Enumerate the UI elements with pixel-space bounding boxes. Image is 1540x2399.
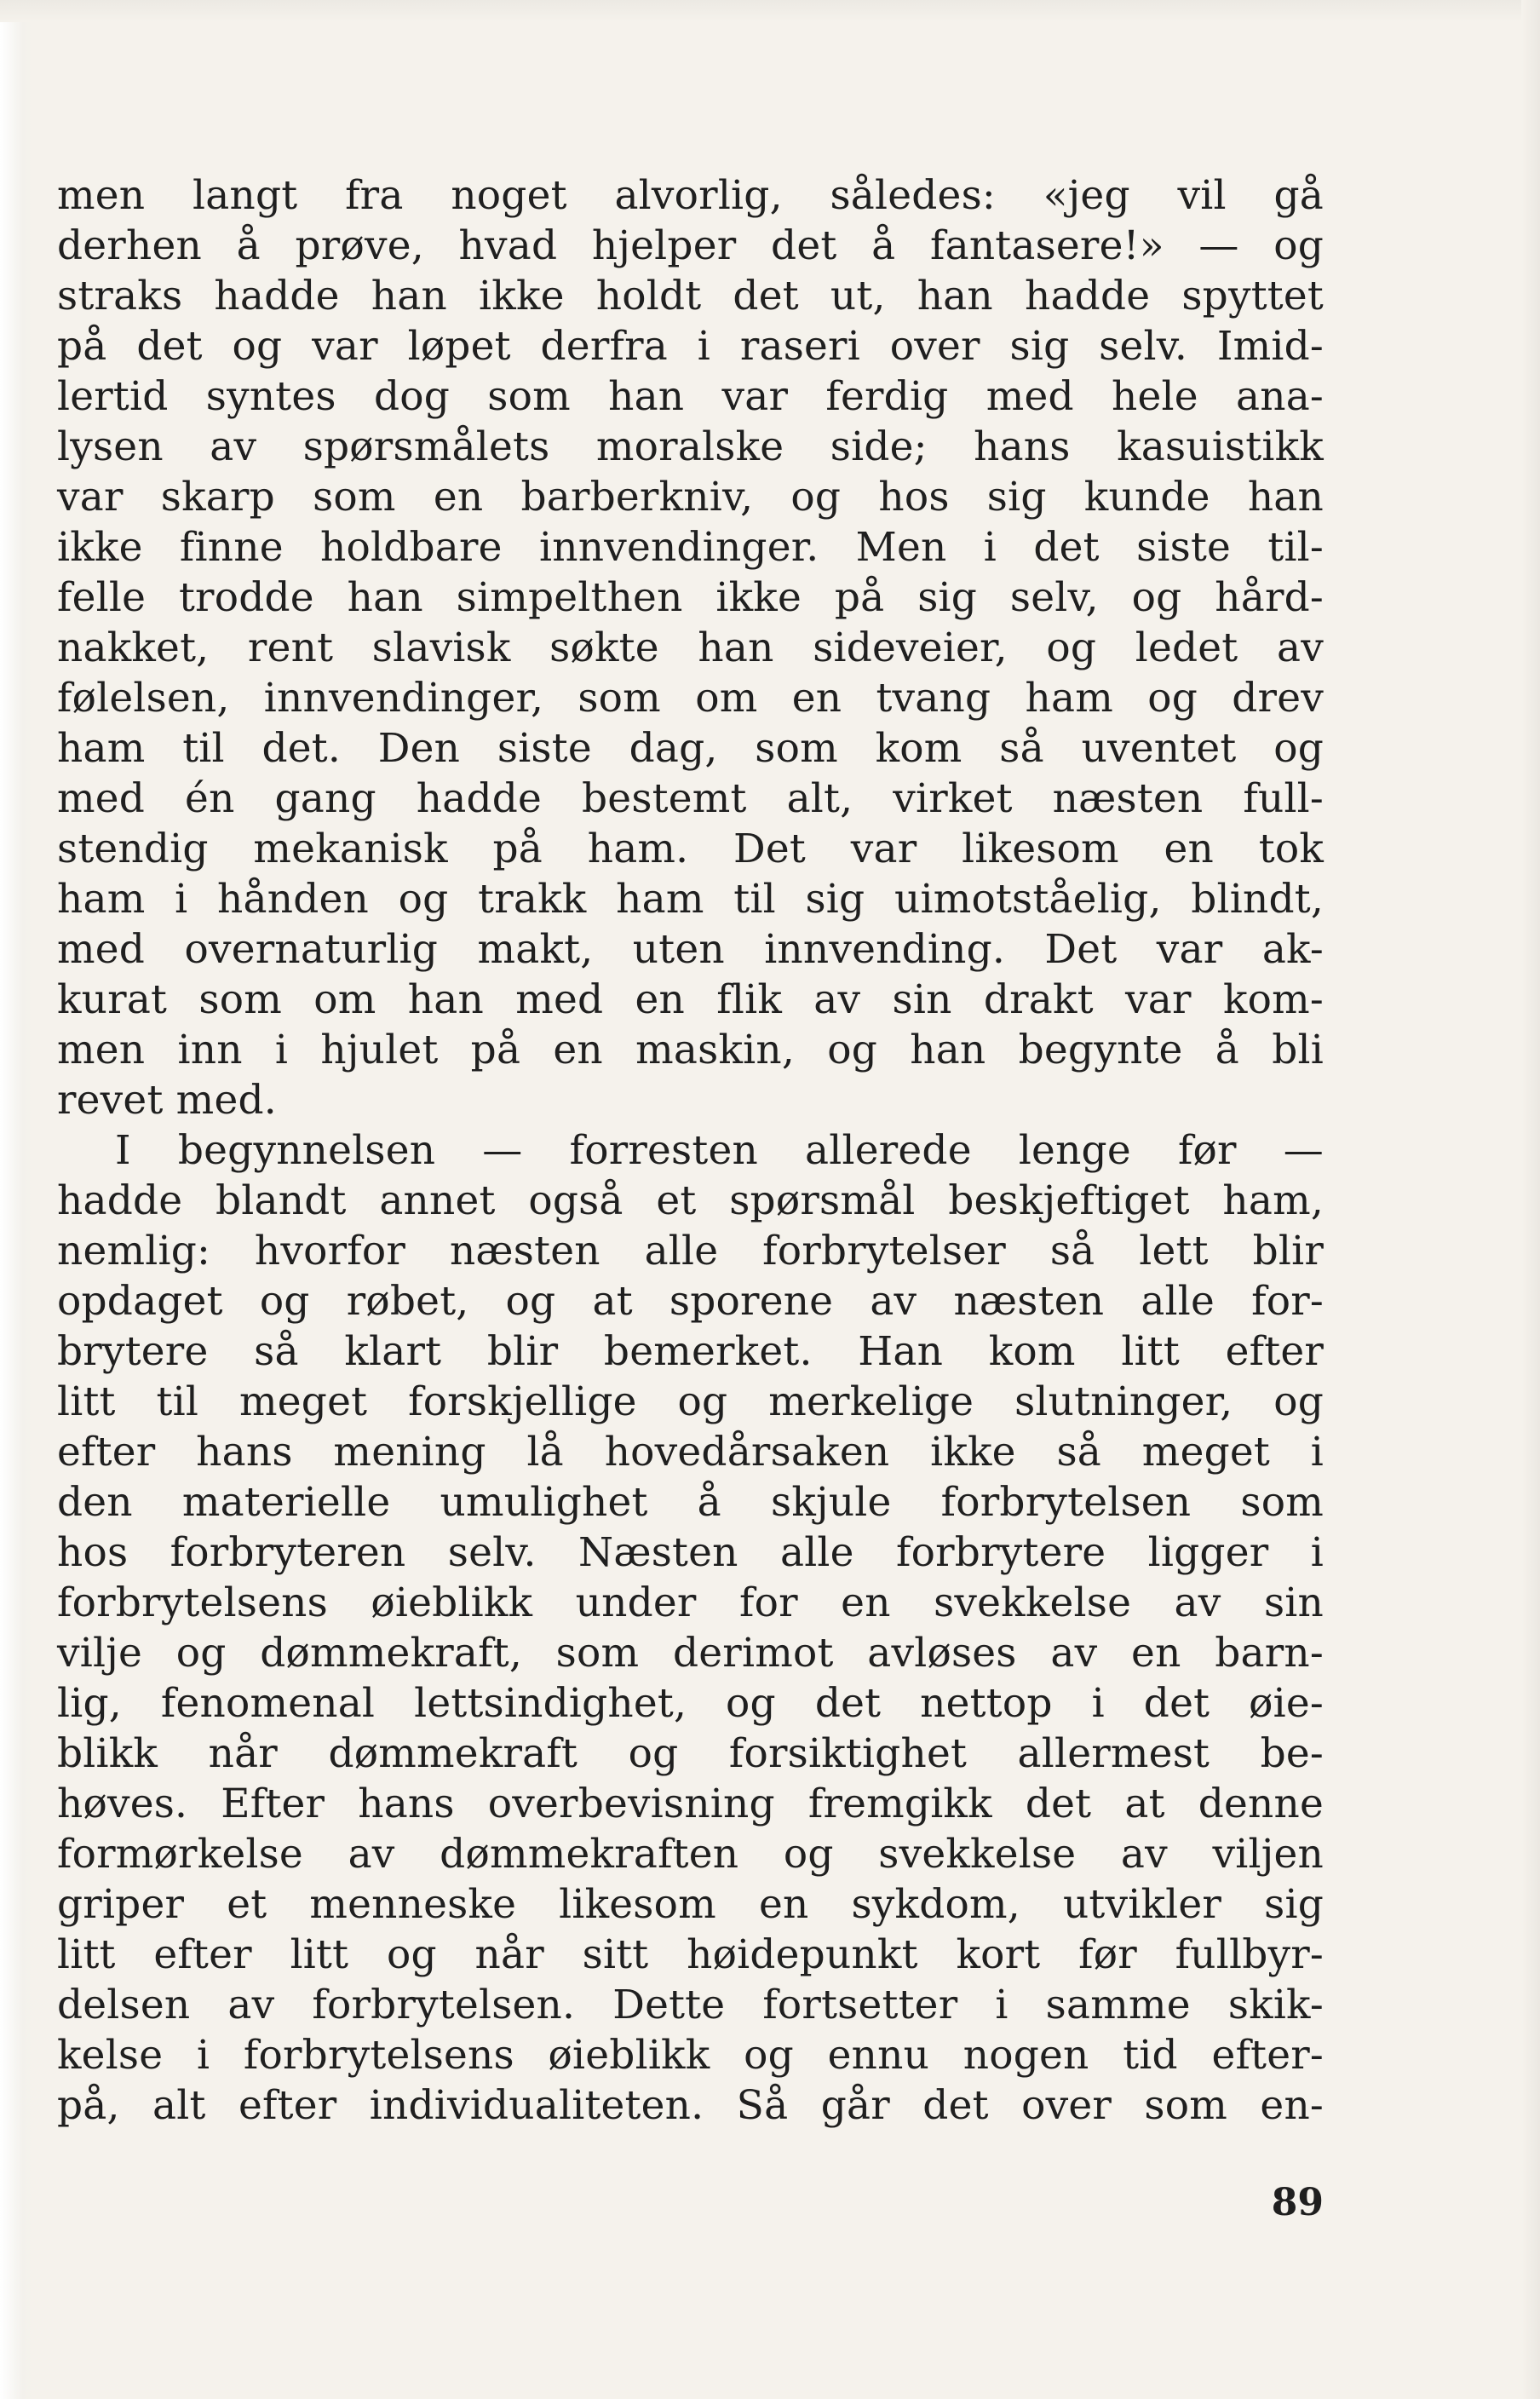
text-line: opdaget og røbet, og at sporene av næsten alle for- [57,1278,1324,1325]
text-line: revet med. [57,1077,277,1124]
text-line: litt efter litt og når sitt høidepunkt kort før fullbyr- [57,1931,1324,1978]
text-line: med én gang hadde bestemt alt, virket næsten full- [57,775,1324,822]
text-line: delsen av forbrytelsen. Dette fortsetter i samme skik- [57,1982,1324,2028]
text-line: ham til det. Den siste dag, som kom så uventet og [57,725,1324,772]
page-edge-top [0,0,1540,22]
text-line: men langt fra noget alvorlig, således: «jeg vil gå [57,172,1324,219]
text-line: var skarp som en barberkniv, og hos sig kunde han [57,474,1324,521]
text-line: den materielle umulighet å skjule forbrytelsen som [57,1479,1324,1526]
text-line: litt til meget forskjellige og merkelige slutninger, og [57,1378,1324,1425]
page-edge-right [1521,0,1540,2399]
text-line: ikke finne holdbare innvendinger. Men i det siste til- [57,524,1324,571]
page-edge-left [0,0,32,2399]
text-line: hos forbryteren selv. Næsten alle forbrytere ligger i [57,1529,1324,1576]
text-line: på det og var løpet derfra i raseri over sig selv. Imid- [57,323,1324,370]
text-line: lertid syntes dog som han var ferdig med hele ana- [57,373,1324,420]
text-line: nemlig: hvorfor næsten alle forbrytelser så lett blir [57,1228,1324,1274]
text-line: griper et menneske likesom en sykdom, utvikler sig [57,1881,1324,1928]
page-number: 89 [1271,2181,1324,2224]
text-line: med overnaturlig makt, uten innvending. Det var ak- [57,926,1324,973]
text-line: derhen å prøve, hvad hjelper det å fantasere!» — og [57,222,1324,269]
text-line: kurat som om han med en flik av sin drakt var kom- [57,976,1324,1023]
text-line: stendig mekanisk på ham. Det var likesom en tok [57,826,1324,872]
text-line: efter hans mening lå hovedårsaken ikke så meget i [57,1429,1324,1476]
text-line: brytere så klart blir bemerket. Han kom litt efter [57,1328,1324,1375]
text-line: nakket, rent slavisk søkte han sideveier, og ledet av [57,624,1324,671]
text-line: forbrytelsens øieblikk under for en svekkelse av sin [57,1579,1324,1626]
text-line: på, alt efter individualiteten. Så går det over som en- [57,2082,1324,2129]
paragraph [57,170,1324,1125]
text-line: blikk når dømmekraft og forsiktighet allermest be- [57,1730,1324,1777]
text-line: vilje og dømmekraft, som derimot avløses av en barn- [57,1630,1324,1677]
text-line: hadde blandt annet også et spørsmål beskjeftiget ham, [57,1177,1324,1224]
text-line: straks hadde han ikke holdt det ut, han hadde spyttet [57,273,1324,319]
body-text [57,170,1324,2131]
text-line: men inn i hjulet på en maskin, og han begynte å bli [57,1027,1324,1073]
text-line: høves. Efter hans overbevisning fremgikk det at denne [57,1781,1324,1827]
paragraph [57,1125,1324,2131]
text-line: kelse i forbrytelsens øieblikk og ennu nogen tid efter- [57,2032,1324,2079]
text-line: I begynnelsen — forresten allerede lenge før — [115,1127,1324,1174]
text-line: ham i hånden og trakk ham til sig uimotståelig, blindt, [57,876,1324,923]
text-line: lysen av spørsmålets moralske side; hans kasuistikk [57,423,1324,470]
text-line: følelsen, innvendinger, som om en tvang ham og drev [57,675,1324,722]
text-line: felle trodde han simpelthen ikke på sig selv, og hård- [57,574,1324,621]
text-line: formørkelse av dømmekraften og svekkelse av viljen [57,1831,1324,1878]
text-line: lig, fenomenal lettsindighet, og det nettop i det øie- [57,1680,1324,1727]
